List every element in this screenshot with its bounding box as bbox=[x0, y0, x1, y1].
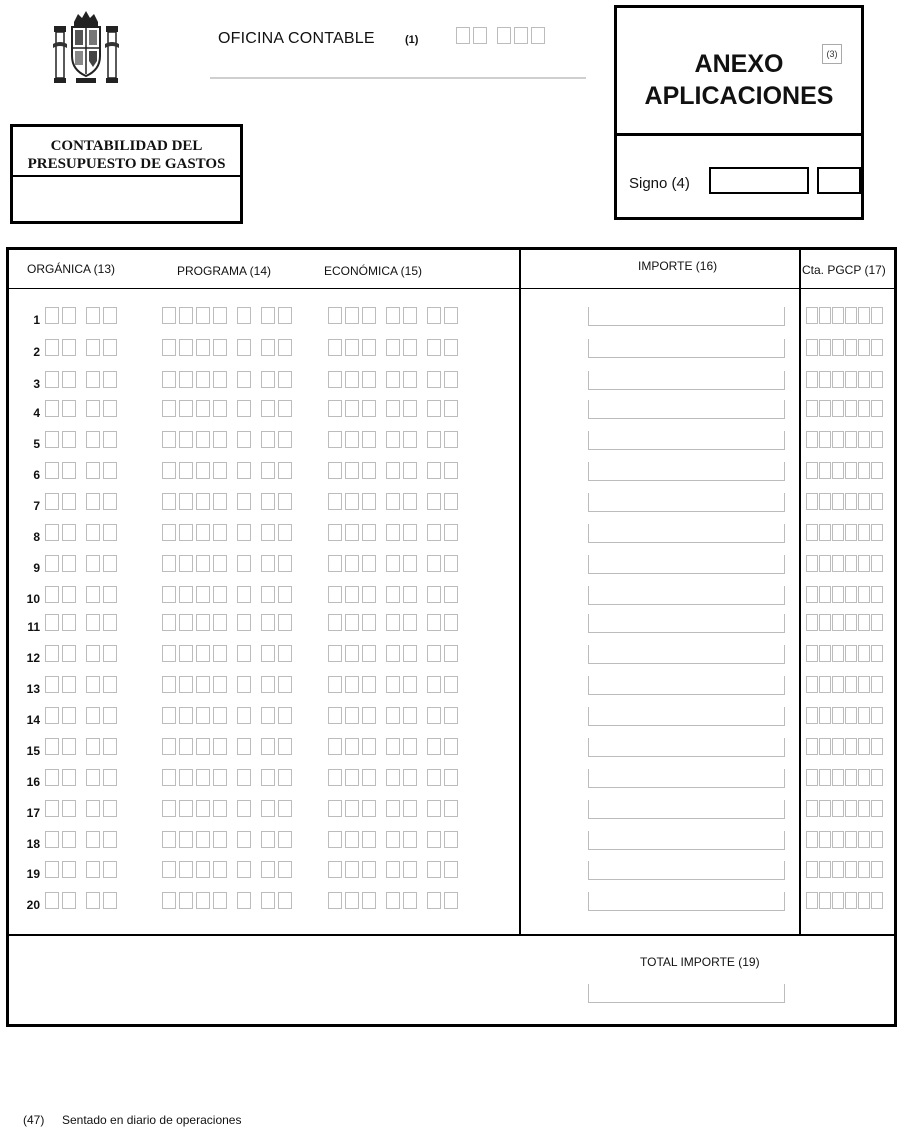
importe-field[interactable] bbox=[588, 800, 785, 819]
organica-field[interactable] bbox=[45, 586, 120, 603]
cta-pgcp-field[interactable] bbox=[806, 462, 884, 479]
importe-field[interactable] bbox=[588, 707, 785, 726]
organica-field[interactable] bbox=[45, 831, 120, 848]
importe-field[interactable] bbox=[588, 307, 785, 326]
organica-field[interactable] bbox=[45, 339, 120, 356]
programa-field[interactable] bbox=[162, 769, 295, 786]
table-row bbox=[0, 431, 910, 453]
programa-field[interactable] bbox=[162, 462, 295, 479]
table-row bbox=[0, 371, 910, 393]
footnote-text: Sentado en diario de operaciones bbox=[62, 1113, 242, 1127]
economica-field[interactable] bbox=[328, 339, 461, 356]
importe-field[interactable] bbox=[588, 555, 785, 574]
row-number: 16 bbox=[26, 775, 40, 789]
table-row bbox=[0, 861, 910, 883]
economica-field[interactable] bbox=[328, 431, 461, 448]
row-number: 10 bbox=[26, 592, 40, 606]
col-header-importe: IMPORTE (16) bbox=[638, 259, 718, 273]
cta-pgcp-field[interactable] bbox=[806, 555, 884, 572]
importe-field[interactable] bbox=[588, 676, 785, 695]
programa-field[interactable] bbox=[162, 831, 295, 848]
cta-pgcp-field[interactable] bbox=[806, 769, 884, 786]
importe-field[interactable] bbox=[588, 614, 785, 633]
table-bottom-divider bbox=[9, 934, 894, 936]
row-number: 6 bbox=[33, 468, 40, 482]
organica-field[interactable] bbox=[45, 676, 120, 693]
programa-field[interactable] bbox=[162, 586, 295, 603]
anexo-title-line2: APLICACIONES bbox=[644, 82, 834, 110]
oficina-contable-code-field[interactable] bbox=[456, 27, 548, 44]
table-row bbox=[0, 586, 910, 608]
row-number: 12 bbox=[26, 651, 40, 665]
row-number: 13 bbox=[26, 682, 40, 696]
row-number: 8 bbox=[33, 530, 40, 544]
importe-field[interactable] bbox=[588, 861, 785, 880]
table-row bbox=[0, 738, 910, 760]
programa-field[interactable] bbox=[162, 614, 295, 631]
economica-field[interactable] bbox=[328, 493, 461, 510]
programa-field[interactable] bbox=[162, 645, 295, 662]
cta-pgcp-field[interactable] bbox=[806, 892, 884, 909]
programa-field[interactable] bbox=[162, 861, 295, 878]
cta-pgcp-field[interactable] bbox=[806, 339, 884, 356]
economica-field[interactable] bbox=[328, 676, 461, 693]
economica-field[interactable] bbox=[328, 707, 461, 724]
contabilidad-title-line1: CONTABILIDAD DEL bbox=[50, 138, 203, 154]
table-row bbox=[0, 892, 910, 914]
anexo-title-line1: ANEXO bbox=[694, 50, 784, 78]
row-number: 7 bbox=[33, 499, 40, 513]
footnote-ref: (47) bbox=[23, 1113, 45, 1127]
oficina-contable-ref: (1) bbox=[405, 34, 419, 46]
row-number: 9 bbox=[33, 561, 40, 575]
programa-field[interactable] bbox=[162, 400, 295, 417]
col-header-organica: ORGÁNICA (13) bbox=[27, 262, 116, 276]
cta-pgcp-field[interactable] bbox=[806, 431, 884, 448]
economica-field[interactable] bbox=[328, 307, 461, 324]
economica-field[interactable] bbox=[328, 769, 461, 786]
importe-field[interactable] bbox=[588, 645, 785, 664]
economica-field[interactable] bbox=[328, 738, 461, 755]
organica-field[interactable] bbox=[45, 400, 120, 417]
economica-field[interactable] bbox=[328, 462, 461, 479]
col-header-cta-pgcp: Cta. PGCP (17) bbox=[802, 263, 886, 277]
economica-field[interactable] bbox=[328, 645, 461, 662]
economica-field[interactable] bbox=[328, 892, 461, 909]
organica-field[interactable] bbox=[45, 645, 120, 662]
cta-pgcp-field[interactable] bbox=[806, 738, 884, 755]
importe-field[interactable] bbox=[588, 738, 785, 757]
organica-field[interactable] bbox=[45, 431, 120, 448]
signo-label: Signo (4) bbox=[629, 175, 690, 192]
programa-field[interactable] bbox=[162, 555, 295, 572]
programa-field[interactable] bbox=[162, 339, 295, 356]
table-row bbox=[0, 831, 910, 853]
row-number: 20 bbox=[26, 898, 40, 912]
cta-pgcp-field[interactable] bbox=[806, 524, 884, 541]
organica-field[interactable] bbox=[45, 614, 120, 631]
signo-code-field[interactable] bbox=[817, 167, 861, 194]
oficina-contable-label: OFICINA CONTABLE bbox=[218, 30, 375, 47]
cta-pgcp-field[interactable] bbox=[806, 371, 884, 388]
economica-field[interactable] bbox=[328, 586, 461, 603]
table-row bbox=[0, 800, 910, 822]
row-number: 17 bbox=[26, 806, 40, 820]
cta-pgcp-field[interactable] bbox=[806, 400, 884, 417]
table-row bbox=[0, 400, 910, 422]
importe-field[interactable] bbox=[588, 339, 785, 358]
programa-field[interactable] bbox=[162, 800, 295, 817]
total-importe-label: TOTAL IMPORTE (19) bbox=[640, 955, 760, 969]
importe-field[interactable] bbox=[588, 892, 785, 911]
contabilidad-title bbox=[13, 137, 240, 173]
table-row bbox=[0, 339, 910, 361]
table-row bbox=[0, 524, 910, 546]
organica-field[interactable] bbox=[45, 371, 120, 388]
col-header-programa: PROGRAMA (14) bbox=[177, 264, 272, 278]
economica-field[interactable] bbox=[328, 524, 461, 541]
row-number: 19 bbox=[26, 867, 40, 881]
row-number: 15 bbox=[26, 744, 40, 758]
cta-pgcp-field[interactable] bbox=[806, 645, 884, 662]
total-importe-field[interactable] bbox=[588, 984, 785, 1003]
table-row bbox=[0, 645, 910, 667]
importe-field[interactable] bbox=[588, 586, 785, 605]
cta-pgcp-field[interactable] bbox=[806, 861, 884, 878]
organica-field[interactable] bbox=[45, 861, 120, 878]
importe-field[interactable] bbox=[588, 400, 785, 419]
row-number: 11 bbox=[27, 620, 40, 634]
economica-field[interactable] bbox=[328, 831, 461, 848]
organica-field[interactable] bbox=[45, 707, 120, 724]
importe-field[interactable] bbox=[588, 371, 785, 390]
organica-field[interactable] bbox=[45, 769, 120, 786]
organica-field[interactable] bbox=[45, 800, 120, 817]
programa-field[interactable] bbox=[162, 431, 295, 448]
cta-pgcp-field[interactable] bbox=[806, 831, 884, 848]
programa-field[interactable] bbox=[162, 524, 295, 541]
col-header-economica: ECONÓMICA (15) bbox=[324, 264, 423, 278]
row-number: 2 bbox=[33, 345, 40, 359]
cta-pgcp-field[interactable] bbox=[806, 586, 884, 603]
economica-field[interactable] bbox=[328, 800, 461, 817]
header-divider bbox=[9, 288, 894, 289]
economica-field[interactable] bbox=[328, 555, 461, 572]
table-row bbox=[0, 307, 910, 329]
economica-field[interactable] bbox=[328, 861, 461, 878]
table-row bbox=[0, 555, 910, 577]
row-number: 18 bbox=[26, 837, 40, 851]
cta-pgcp-field[interactable] bbox=[806, 707, 884, 724]
organica-field[interactable] bbox=[45, 892, 120, 909]
contabilidad-title-line2: PRESUPUESTO DE GASTOS bbox=[27, 156, 226, 172]
programa-field[interactable] bbox=[162, 738, 295, 755]
economica-field[interactable] bbox=[328, 400, 461, 417]
anexo-ref-badge: (3) bbox=[822, 44, 842, 64]
table-row bbox=[0, 769, 910, 791]
programa-field[interactable] bbox=[162, 892, 295, 909]
cta-pgcp-field[interactable] bbox=[806, 614, 884, 631]
programa-field[interactable] bbox=[162, 307, 295, 324]
importe-field[interactable] bbox=[588, 493, 785, 512]
anexo-aplicaciones-box bbox=[614, 5, 864, 220]
contabilidad-box bbox=[10, 124, 243, 224]
signo-field[interactable] bbox=[709, 167, 809, 194]
cta-pgcp-field[interactable] bbox=[806, 676, 884, 693]
programa-field[interactable] bbox=[162, 493, 295, 510]
table-row bbox=[0, 707, 910, 729]
table-row bbox=[0, 676, 910, 698]
contabilidad-divider bbox=[13, 175, 240, 177]
programa-field[interactable] bbox=[162, 707, 295, 724]
row-number: 4 bbox=[33, 406, 40, 420]
table-row bbox=[0, 462, 910, 484]
table-row bbox=[0, 493, 910, 515]
oficina-contable-underline bbox=[210, 77, 586, 79]
cta-pgcp-field[interactable] bbox=[806, 800, 884, 817]
organica-field[interactable] bbox=[45, 462, 120, 479]
importe-field[interactable] bbox=[588, 431, 785, 450]
cta-pgcp-field[interactable] bbox=[806, 307, 884, 324]
importe-field[interactable] bbox=[588, 524, 785, 543]
programa-field[interactable] bbox=[162, 676, 295, 693]
importe-field[interactable] bbox=[588, 769, 785, 788]
organica-field[interactable] bbox=[45, 738, 120, 755]
importe-field[interactable] bbox=[588, 831, 785, 850]
row-number: 3 bbox=[33, 377, 40, 391]
row-number: 5 bbox=[33, 437, 40, 451]
organica-field[interactable] bbox=[45, 555, 120, 572]
table-row bbox=[0, 614, 910, 636]
importe-field[interactable] bbox=[588, 462, 785, 481]
coat-of-arms-icon bbox=[50, 8, 122, 86]
row-number: 14 bbox=[26, 713, 40, 727]
programa-field[interactable] bbox=[162, 371, 295, 388]
organica-field[interactable] bbox=[45, 524, 120, 541]
anexo-divider bbox=[617, 133, 861, 136]
organica-field[interactable] bbox=[45, 307, 120, 324]
row-number: 1 bbox=[33, 313, 40, 327]
economica-field[interactable] bbox=[328, 371, 461, 388]
organica-field[interactable] bbox=[45, 493, 120, 510]
cta-pgcp-field[interactable] bbox=[806, 493, 884, 510]
economica-field[interactable] bbox=[328, 614, 461, 631]
